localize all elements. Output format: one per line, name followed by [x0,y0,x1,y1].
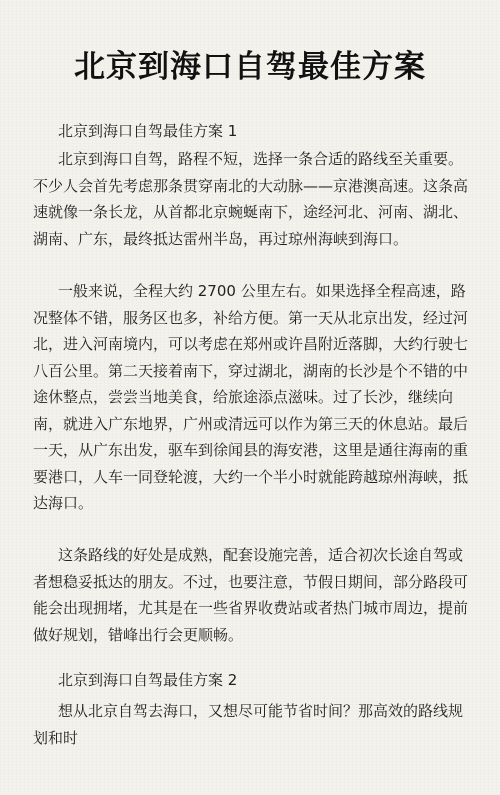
section-heading: 北京到海口自驾最佳方案 1 [58,122,238,140]
page-title: 北京到海口自驾最佳方案 [74,49,426,85]
paragraph: 北京到海口自驾，路程不短，选择一条合适的路线至关重要。不少人会首先考虑那条贯穿南北的大动脉——京港澳高速。这条高速就像一条长龙，从首都北京蜿蜒南下，途经河北、河南、湖北、湖南、广东，最终抵达雷州半岛，再过琼州海峡到海口。 [33,150,469,248]
section-heading: 北京到海口自驾最佳方案 2 [58,671,238,689]
paragraph: 想从北京自驾去海口，又想尽可能节省时间？那高效的路线规划和时 [33,702,464,747]
paragraph: 这条路线的好处是成熟，配套设施完善，适合初次长途自驾或者想稳妥抵达的朋友。不过，也要注意，节假日期间，部分路段可能会出现拥堵，尤其是在一些省界收费站或者热门城市周边，提前做好规划，错峰出行会更顺畅。 [33,546,469,644]
paragraph: 一般来说，全程大约 2700 公里左右。如果选择全程高速，路况整体不错，服务区也多，补给方便。第一天从北京出发，经过河北，进入河南境内，可以考虑在郑州或许昌附近落脚，大约行驶七八百公里。第二天接着南下，穿过湖北，湖南的长沙是个不错的中途休整点，尝尝当地美食，给旅途添点滋味。过了长沙，继续向南，就进入广东地界，广州或清远可以作为第三天的休息站。最后一天，从广东出发，驱车到徐闻县的海安港，这里是通往海南的重要港口，人车一同登轮渡，大约一个半小时就能跨越琼州海峡，抵达海口。 [33,282,469,512]
